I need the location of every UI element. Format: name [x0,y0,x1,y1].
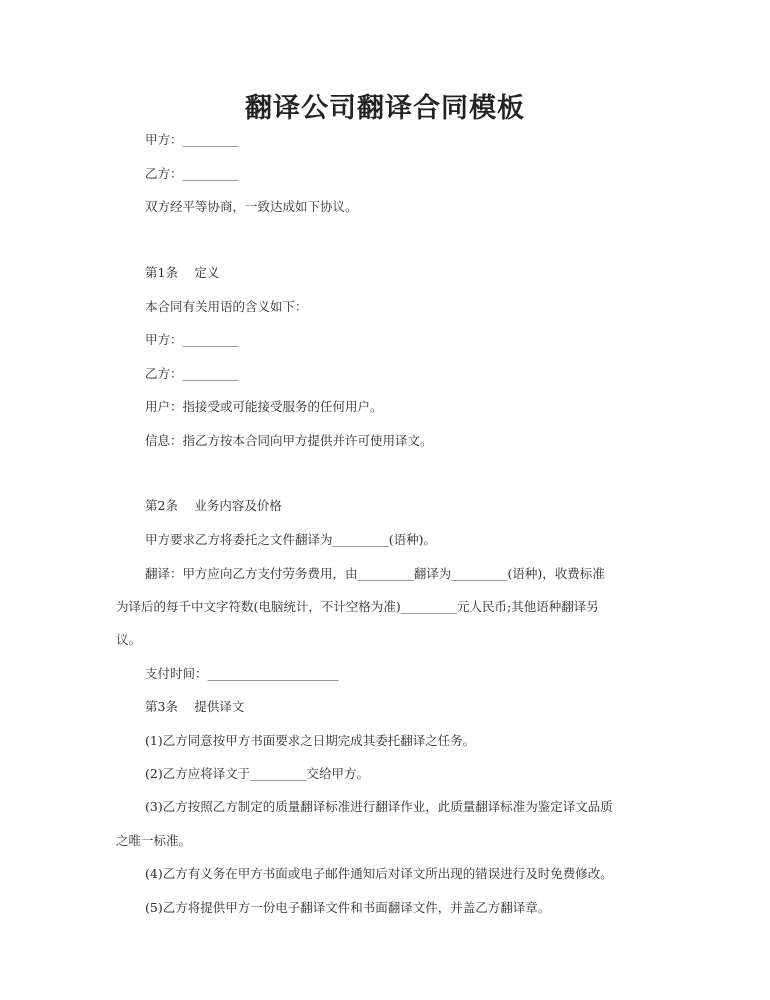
article2-line: 甲方要求乙方将委托之文件翻译为_________(语种)。 [145,532,437,547]
article2-payment-line: 支付时间：_____________________ [145,666,339,681]
article3-item: (4)乙方有义务在甲方书面或电子邮件通知后对译文所出现的错误进行及时免费修改。 [145,866,613,881]
article1-line: 用户：指接受或可能接受服务的任何用户。 [145,399,383,414]
article1-line: 信息：指乙方按本合同向甲方提供并许可使用译文。 [145,433,433,448]
article1-line: 本合同有关用语的含义如下： [145,299,308,314]
article1-line: 甲方：_________ [145,332,239,347]
article3-heading: 第3条 提供译文 [145,699,245,714]
party-b-line: 乙方：_________ [145,166,239,181]
article1-line: 乙方：_________ [145,366,239,381]
article2-line: 议。 [116,632,142,647]
article2-line: 为译后的每千中文字符数(电脑统计，不计空格为准)_________元人民币;其他语种翻译另 [116,599,599,614]
article1-heading: 第1条 定义 [145,265,220,280]
article2-line: 翻译：甲方应向乙方支付劳务费用，由_________翻译为_________(语种)，收费标准 [145,566,605,581]
intro-line: 双方经平等协商，一致达成如下协议。 [145,199,358,214]
article3-item: (3)乙方按照乙方制定的质量翻译标准进行翻译作业，此质量翻译标准为鉴定译文品质 [145,799,613,814]
party-a-line: 甲方：_________ [145,132,239,147]
article3-item: (2)乙方应将译文于_________交给甲方。 [145,766,369,781]
article2-heading: 第2条 业务内容及价格 [145,498,282,513]
article3-item: (5)乙方将提供甲方一份电子翻译文件和书面翻译文件，并盖乙方翻译章。 [145,900,551,915]
article3-item: (1)乙方同意按甲方书面要求之日期完成其委托翻译之任务。 [145,733,476,748]
document-title: 翻译公司翻译合同模板 [245,93,525,124]
article3-item: 之唯一标准。 [116,833,192,848]
